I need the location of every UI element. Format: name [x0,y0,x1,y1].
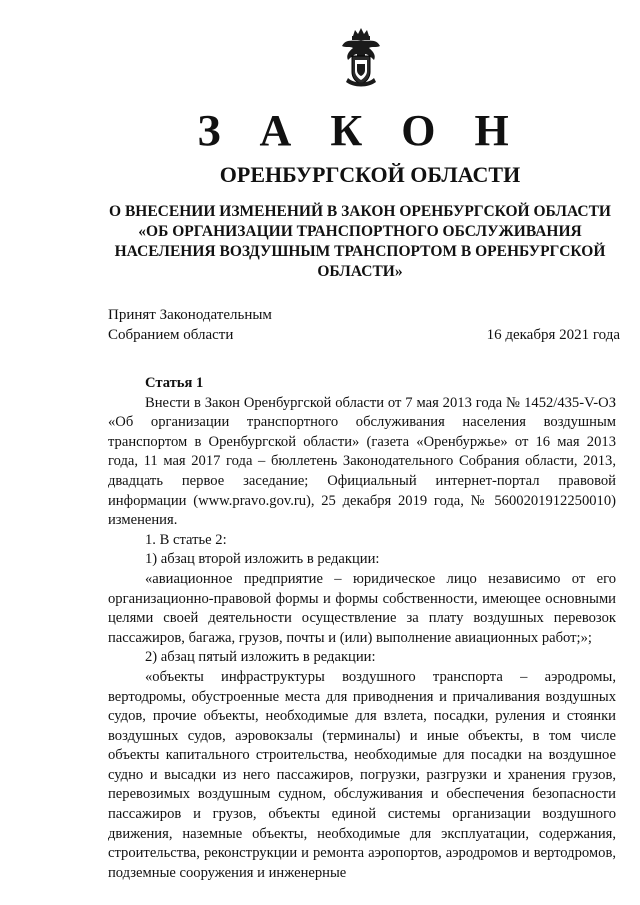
adoption-date: 16 декабря 2021 года [486,327,620,343]
coat-of-arms-icon [340,26,382,88]
adoption-line-1: Принят Законодательным [108,307,272,323]
subitem-1-paragraph: 1) абзац второй изложить в редакции: [145,551,380,568]
article-body [108,374,616,883]
item-1-paragraph: 1. В статье 2: [145,531,227,548]
quote-1-paragraph: «авиационное предприятие – юридическое лицо независимо от его организационно-правовой формы и формы собственности, имеющее основными целями своей деятельности осуществление за плату воздушных перевозок пассажиров, багажа, грузов, почты и (или) выполнение авиационных работ;»; [108,570,616,646]
quote-2-paragraph: «объекты инфраструктуры воздушного транспорта – аэродромы, вертодромы, обустроенные места для приводнения и причаливания воздушных судов, прочие объекты, необходимые для взлета, посадки, руления и стоянки воздушных судов, аэровокзалы (терминалы) и иные объекты, в том числе объекты капитального строительства, необходимые для посадки на воздушное судно и высадки из него пассажиров, погрузки, разгрузки и хранения грузов, перевозимых воздушным судном, обслуживания и обеспечения безопасности пассажиров и грузов, объекты единой системы организации воздушного движения, наземные объекты, необходимые для эксплуатации, содержания, строительства, реконструкции и ремонта аэропортов, аэродромов и вертодромов, подземные сооружения и инженерные [108,668,616,881]
article-intro-paragraph: Внести в Закон Оренбургской области от 7 мая 2013 года № 1452/435-V-ОЗ «Об организации транспортного обслуживания населения воздушным транспортом в Оренбургской области» (газета «Оренбуржье» от 16 мая 2013 года, 11 мая 2017 года – бюллетень Законодательного Собрания области, 2013, двадцать первое заседание; Официальный интернет-портал правовой информации (www.pravo.gov.ru), 25 декабря 2019 года, № 5600201912250010) изменения. [108,394,616,529]
adoption-line-2: Собранием области [108,327,234,343]
document-title: З А К О Н [197,106,523,155]
adoption-body [108,305,368,345]
article-heading: Статья 1 [145,375,204,391]
subitem-2-paragraph: 2) абзац пятый изложить в редакции: [145,649,376,666]
document-subtitle: О ВНЕСЕНИИ ИЗМЕНЕНИЙ В ЗАКОН ОРЕНБУРГСКОЙ ОБЛАСТИ «ОБ ОРГАНИЗАЦИИ ТРАНСПОРТНОГО ОБСЛУЖИВАНИЯ НАСЕЛЕНИЯ ВОЗДУШНЫМ ТРАНСПОРТОМ В ОРЕНБУРГСКОЙ ОБЛАСТИ» [109,203,611,280]
document-region: ОРЕНБУРГСКОЙ ОБЛАСТИ [219,162,521,187]
